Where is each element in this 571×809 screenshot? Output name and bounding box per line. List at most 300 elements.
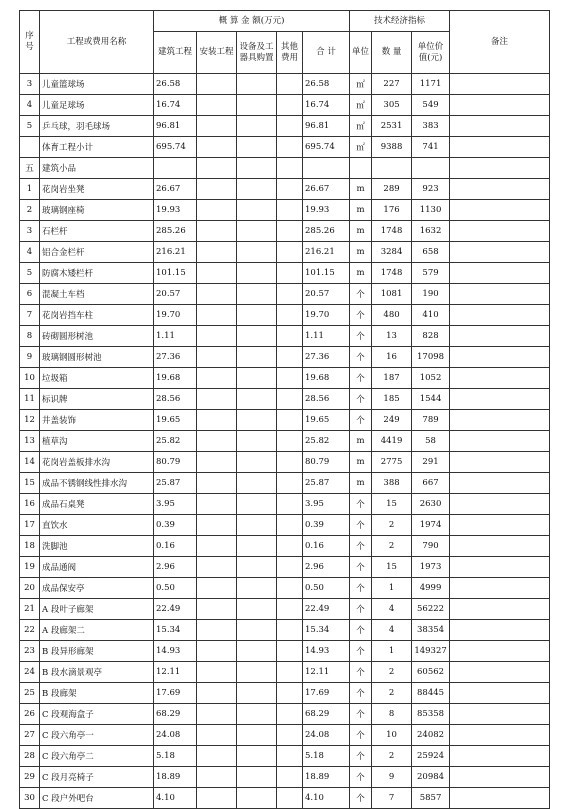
name-cell: 体育工程小计	[40, 137, 154, 158]
seq-cell: 24	[20, 662, 40, 683]
table-row	[20, 179, 550, 200]
other-cell	[277, 515, 303, 536]
table-row	[20, 347, 550, 368]
quantity-cell	[372, 158, 412, 179]
unit-cell: 个	[350, 557, 372, 578]
quantity-cell: 15	[372, 557, 412, 578]
seq-cell: 3	[20, 221, 40, 242]
equipment-cell	[237, 368, 277, 389]
equipment-cell	[237, 179, 277, 200]
table-row	[20, 431, 550, 452]
name-cell: 建筑小品	[40, 158, 154, 179]
table-row	[20, 221, 550, 242]
construction-cell: 1.11	[154, 326, 197, 347]
installation-cell	[197, 683, 237, 704]
unit-cell: 个	[350, 494, 372, 515]
total-cell: 695.74	[303, 137, 350, 158]
table-row	[20, 473, 550, 494]
total-cell: 1.11	[303, 326, 350, 347]
name-cell: 成品保安亭	[40, 578, 154, 599]
quantity-cell: 15	[372, 494, 412, 515]
name-header: 工程或费用名称	[40, 11, 154, 74]
unit-price-cell: 58	[412, 431, 450, 452]
other-cell	[277, 704, 303, 725]
unit-cell: 个	[350, 305, 372, 326]
unit-cell: ㎡	[350, 95, 372, 116]
name-cell: 成品不锈钢线性排水沟	[40, 473, 154, 494]
total-cell: 0.16	[303, 536, 350, 557]
seq-cell: 28	[20, 746, 40, 767]
remarks-cell	[450, 767, 550, 788]
table-row	[20, 326, 550, 347]
unit-cell: 个	[350, 620, 372, 641]
seq-cell: 29	[20, 767, 40, 788]
quantity-cell: 4	[372, 599, 412, 620]
total-cell: 22.49	[303, 599, 350, 620]
unit-cell: 个	[350, 347, 372, 368]
remarks-cell	[450, 578, 550, 599]
unit-price-cell: 1171	[412, 74, 450, 95]
equipment-cell	[237, 74, 277, 95]
construction-cell: 25.87	[154, 473, 197, 494]
seq-cell: 13	[20, 431, 40, 452]
equipment-cell	[237, 704, 277, 725]
installation-cell	[197, 305, 237, 326]
other-cell	[277, 557, 303, 578]
other-cell	[277, 368, 303, 389]
name-cell: 砖砌圆形树池	[40, 326, 154, 347]
name-cell: C 段户外吧台	[40, 788, 154, 809]
other-cell	[277, 641, 303, 662]
unit-price-cell: 88445	[412, 683, 450, 704]
other-cell	[277, 263, 303, 284]
quantity-cell: 2775	[372, 452, 412, 473]
construction-cell: 18.89	[154, 767, 197, 788]
quantity-cell: 1748	[372, 263, 412, 284]
table-row	[20, 578, 550, 599]
unit-price-cell: 1052	[412, 368, 450, 389]
quantity-cell: 176	[372, 200, 412, 221]
other-cell	[277, 389, 303, 410]
name-cell: 混凝土车档	[40, 284, 154, 305]
construction-cell: 0.39	[154, 515, 197, 536]
table-row	[20, 116, 550, 137]
total-cell: 19.65	[303, 410, 350, 431]
seq-cell: 1	[20, 179, 40, 200]
total-cell: 28.56	[303, 389, 350, 410]
quantity-cell: 7	[372, 788, 412, 809]
seq-cell: 15	[20, 473, 40, 494]
seq-cell: 18	[20, 536, 40, 557]
name-cell: 花岗岩坐凳	[40, 179, 154, 200]
table-row	[20, 137, 550, 158]
equipment-cell	[237, 788, 277, 809]
table-row	[20, 788, 550, 809]
other-cell	[277, 578, 303, 599]
name-cell: C 段观海盒子	[40, 704, 154, 725]
name-cell: 儿童足球场	[40, 95, 154, 116]
other-cell	[277, 536, 303, 557]
equipment-cell	[237, 746, 277, 767]
equipment-cell	[237, 536, 277, 557]
equipment-cell	[237, 116, 277, 137]
remarks-cell	[450, 515, 550, 536]
unit-price-cell: 1974	[412, 515, 450, 536]
construction-cell: 24.08	[154, 725, 197, 746]
installation-cell	[197, 326, 237, 347]
equipment-cell	[237, 473, 277, 494]
construction-cell: 19.70	[154, 305, 197, 326]
remarks-cell	[450, 662, 550, 683]
unit-cell: 个	[350, 662, 372, 683]
name-cell: 乒乓球，羽毛球场	[40, 116, 154, 137]
unit-price-cell: 4999	[412, 578, 450, 599]
total-cell: 16.74	[303, 95, 350, 116]
quantity-cell: 10	[372, 725, 412, 746]
remarks-cell	[450, 326, 550, 347]
name-cell: A 段叶子廊架	[40, 599, 154, 620]
estimate-group-header: 概 算 金 额(万元)	[154, 11, 350, 32]
other-cell	[277, 284, 303, 305]
unit-price-cell: 410	[412, 305, 450, 326]
other-cell	[277, 158, 303, 179]
equipment-cell	[237, 515, 277, 536]
unit-price-cell: 60562	[412, 662, 450, 683]
construction-cell: 4.10	[154, 788, 197, 809]
remarks-cell	[450, 788, 550, 809]
name-cell: 成品石桌凳	[40, 494, 154, 515]
installation-cell	[197, 620, 237, 641]
other-cell	[277, 746, 303, 767]
equipment-cell	[237, 410, 277, 431]
other-cell	[277, 683, 303, 704]
installation-cell	[197, 746, 237, 767]
unit-cell: ㎡	[350, 137, 372, 158]
equipment-cell	[237, 662, 277, 683]
seq-cell: 7	[20, 305, 40, 326]
other-cell	[277, 599, 303, 620]
quantity-cell: 2531	[372, 116, 412, 137]
equipment-cell	[237, 95, 277, 116]
table-row	[20, 746, 550, 767]
quantity-cell: 1081	[372, 284, 412, 305]
quantity-cell: 289	[372, 179, 412, 200]
unit-price-cell: 56222	[412, 599, 450, 620]
unit-cell: ㎡	[350, 116, 372, 137]
name-cell: 植草沟	[40, 431, 154, 452]
construction-cell: 19.93	[154, 200, 197, 221]
installation-cell	[197, 725, 237, 746]
installation-cell	[197, 767, 237, 788]
equipment-cell	[237, 389, 277, 410]
table-body	[20, 74, 550, 809]
total-cell: 96.81	[303, 116, 350, 137]
seq-cell: 8	[20, 326, 40, 347]
other-cell	[277, 494, 303, 515]
unit-price-cell: 149327	[412, 641, 450, 662]
construction-cell: 26.58	[154, 74, 197, 95]
seq-cell: 3	[20, 74, 40, 95]
seq-cell: 30	[20, 788, 40, 809]
unit-price-cell: 741	[412, 137, 450, 158]
construction-cell: 15.34	[154, 620, 197, 641]
seq-cell: 5	[20, 263, 40, 284]
remarks-cell	[450, 704, 550, 725]
remarks-cell	[450, 74, 550, 95]
table-row	[20, 158, 550, 179]
quantity-cell: 305	[372, 95, 412, 116]
unit-price-cell: 790	[412, 536, 450, 557]
unit-price-cell: 549	[412, 95, 450, 116]
unit-cell: 个	[350, 704, 372, 725]
construction-cell: 101.15	[154, 263, 197, 284]
table-row	[20, 599, 550, 620]
name-cell: 井盖装饰	[40, 410, 154, 431]
unit-cell: ㎡	[350, 74, 372, 95]
construction-cell: 17.69	[154, 683, 197, 704]
seq-cell: 10	[20, 368, 40, 389]
quantity-cell: 9388	[372, 137, 412, 158]
other-cell	[277, 620, 303, 641]
seq-cell: 5	[20, 116, 40, 137]
construction-cell: 2.96	[154, 557, 197, 578]
quantity-header: 数 量	[372, 32, 412, 74]
equipment-cell	[237, 347, 277, 368]
installation-cell	[197, 599, 237, 620]
remarks-cell	[450, 305, 550, 326]
total-cell: 19.93	[303, 200, 350, 221]
tech-group-header: 技术经济指标	[350, 11, 450, 32]
other-cell	[277, 137, 303, 158]
other-cell	[277, 200, 303, 221]
installation-cell	[197, 74, 237, 95]
quantity-cell: 13	[372, 326, 412, 347]
installation-cell	[197, 347, 237, 368]
unit-cell: 个	[350, 326, 372, 347]
quantity-cell: 2	[372, 662, 412, 683]
other-cell	[277, 242, 303, 263]
other-cell	[277, 347, 303, 368]
remarks-cell	[450, 599, 550, 620]
construction-cell: 695.74	[154, 137, 197, 158]
installation-cell	[197, 494, 237, 515]
table-row	[20, 284, 550, 305]
total-cell: 26.67	[303, 179, 350, 200]
seq-cell: 23	[20, 641, 40, 662]
table-header	[20, 11, 550, 74]
quantity-cell: 4	[372, 620, 412, 641]
remarks-cell	[450, 389, 550, 410]
remarks-cell	[450, 284, 550, 305]
total-cell: 3.95	[303, 494, 350, 515]
remarks-cell	[450, 200, 550, 221]
quantity-cell: 2	[372, 746, 412, 767]
installation-cell	[197, 116, 237, 137]
quantity-cell: 3284	[372, 242, 412, 263]
quantity-cell: 2	[372, 536, 412, 557]
construction-cell: 14.93	[154, 641, 197, 662]
construction-cell: 16.74	[154, 95, 197, 116]
unit-cell: m	[350, 473, 372, 494]
unit-price-cell: 85358	[412, 704, 450, 725]
construction-cell: 96.81	[154, 116, 197, 137]
installation-cell	[197, 452, 237, 473]
name-cell: 垃圾箱	[40, 368, 154, 389]
construction-cell: 3.95	[154, 494, 197, 515]
unit-price-cell: 291	[412, 452, 450, 473]
quantity-cell: 16	[372, 347, 412, 368]
unit-price-cell: 25924	[412, 746, 450, 767]
installation-cell	[197, 95, 237, 116]
remarks-cell	[450, 536, 550, 557]
installation-cell	[197, 368, 237, 389]
seq-cell: 16	[20, 494, 40, 515]
unit-cell: 个	[350, 788, 372, 809]
unit-cell: 个	[350, 746, 372, 767]
remarks-cell	[450, 494, 550, 515]
name-cell: C 段月亮椅子	[40, 767, 154, 788]
table-row	[20, 683, 550, 704]
name-cell: 直饮水	[40, 515, 154, 536]
equipment-cell	[237, 200, 277, 221]
seq-cell: 11	[20, 389, 40, 410]
table-row	[20, 767, 550, 788]
table-row	[20, 662, 550, 683]
remarks-cell	[450, 620, 550, 641]
other-cell	[277, 662, 303, 683]
total-cell: 68.29	[303, 704, 350, 725]
total-cell: 27.36	[303, 347, 350, 368]
quantity-cell: 185	[372, 389, 412, 410]
remarks-cell	[450, 116, 550, 137]
other-header: 其他费用	[277, 32, 303, 74]
unit-price-cell	[412, 158, 450, 179]
unit-price-cell: 24082	[412, 725, 450, 746]
equipment-cell	[237, 578, 277, 599]
seq-cell	[20, 137, 40, 158]
name-cell: 标识牌	[40, 389, 154, 410]
name-cell: 成品通阀	[40, 557, 154, 578]
construction-cell	[154, 158, 197, 179]
unit-cell: 个	[350, 578, 372, 599]
installation-cell	[197, 578, 237, 599]
equipment-cell	[237, 767, 277, 788]
unit-cell: m	[350, 431, 372, 452]
equipment-cell	[237, 137, 277, 158]
quantity-cell: 187	[372, 368, 412, 389]
name-cell: C 段六角亭二	[40, 746, 154, 767]
seq-cell: 4	[20, 242, 40, 263]
remarks-cell	[450, 725, 550, 746]
quantity-cell: 480	[372, 305, 412, 326]
installation-cell	[197, 242, 237, 263]
construction-cell: 5.18	[154, 746, 197, 767]
equipment-header: 设备及工器具购置	[237, 32, 277, 74]
seq-cell: 27	[20, 725, 40, 746]
installation-cell	[197, 431, 237, 452]
equipment-cell	[237, 641, 277, 662]
remarks-cell	[450, 410, 550, 431]
quantity-cell: 388	[372, 473, 412, 494]
remarks-header: 备注	[450, 11, 550, 74]
total-cell: 5.18	[303, 746, 350, 767]
installation-cell	[197, 473, 237, 494]
total-cell: 101.15	[303, 263, 350, 284]
table-row	[20, 389, 550, 410]
installation-cell	[197, 410, 237, 431]
unit-header: 单位	[350, 32, 372, 74]
unit-price-cell: 20984	[412, 767, 450, 788]
remarks-cell	[450, 641, 550, 662]
installation-cell	[197, 557, 237, 578]
quantity-cell: 2	[372, 683, 412, 704]
unit-price-cell: 383	[412, 116, 450, 137]
total-cell: 0.39	[303, 515, 350, 536]
equipment-cell	[237, 557, 277, 578]
name-cell: 玻璃钢座椅	[40, 200, 154, 221]
remarks-cell	[450, 95, 550, 116]
total-cell	[303, 158, 350, 179]
unit-price-cell: 17098	[412, 347, 450, 368]
unit-price-cell: 38354	[412, 620, 450, 641]
installation-cell	[197, 389, 237, 410]
quantity-cell: 249	[372, 410, 412, 431]
unit-price-cell: 190	[412, 284, 450, 305]
other-cell	[277, 326, 303, 347]
unit-cell: 个	[350, 599, 372, 620]
remarks-cell	[450, 683, 550, 704]
construction-cell: 216.21	[154, 242, 197, 263]
seq-cell: 9	[20, 347, 40, 368]
unit-cell: 个	[350, 641, 372, 662]
unit-cell: m	[350, 221, 372, 242]
other-cell	[277, 725, 303, 746]
quantity-cell: 1	[372, 578, 412, 599]
remarks-cell	[450, 221, 550, 242]
total-cell: 14.93	[303, 641, 350, 662]
construction-cell: 285.26	[154, 221, 197, 242]
equipment-cell	[237, 326, 277, 347]
installation-cell	[197, 788, 237, 809]
unit-cell: 个	[350, 368, 372, 389]
table-row	[20, 725, 550, 746]
equipment-cell	[237, 452, 277, 473]
remarks-cell	[450, 746, 550, 767]
name-cell: 儿童篮球场	[40, 74, 154, 95]
installation-cell	[197, 704, 237, 725]
construction-cell: 80.79	[154, 452, 197, 473]
seq-cell: 14	[20, 452, 40, 473]
installation-cell	[197, 200, 237, 221]
equipment-cell	[237, 431, 277, 452]
other-cell	[277, 410, 303, 431]
table-row	[20, 620, 550, 641]
seq-cell: 20	[20, 578, 40, 599]
unit-cell: 个	[350, 389, 372, 410]
quantity-cell: 1	[372, 641, 412, 662]
total-cell: 15.34	[303, 620, 350, 641]
other-cell	[277, 767, 303, 788]
construction-cell: 12.11	[154, 662, 197, 683]
unit-price-cell: 923	[412, 179, 450, 200]
other-cell	[277, 305, 303, 326]
remarks-cell	[450, 242, 550, 263]
construction-cell: 27.36	[154, 347, 197, 368]
total-cell: 12.11	[303, 662, 350, 683]
construction-cell: 26.67	[154, 179, 197, 200]
quantity-cell: 8	[372, 704, 412, 725]
name-cell: B 段廊架	[40, 683, 154, 704]
